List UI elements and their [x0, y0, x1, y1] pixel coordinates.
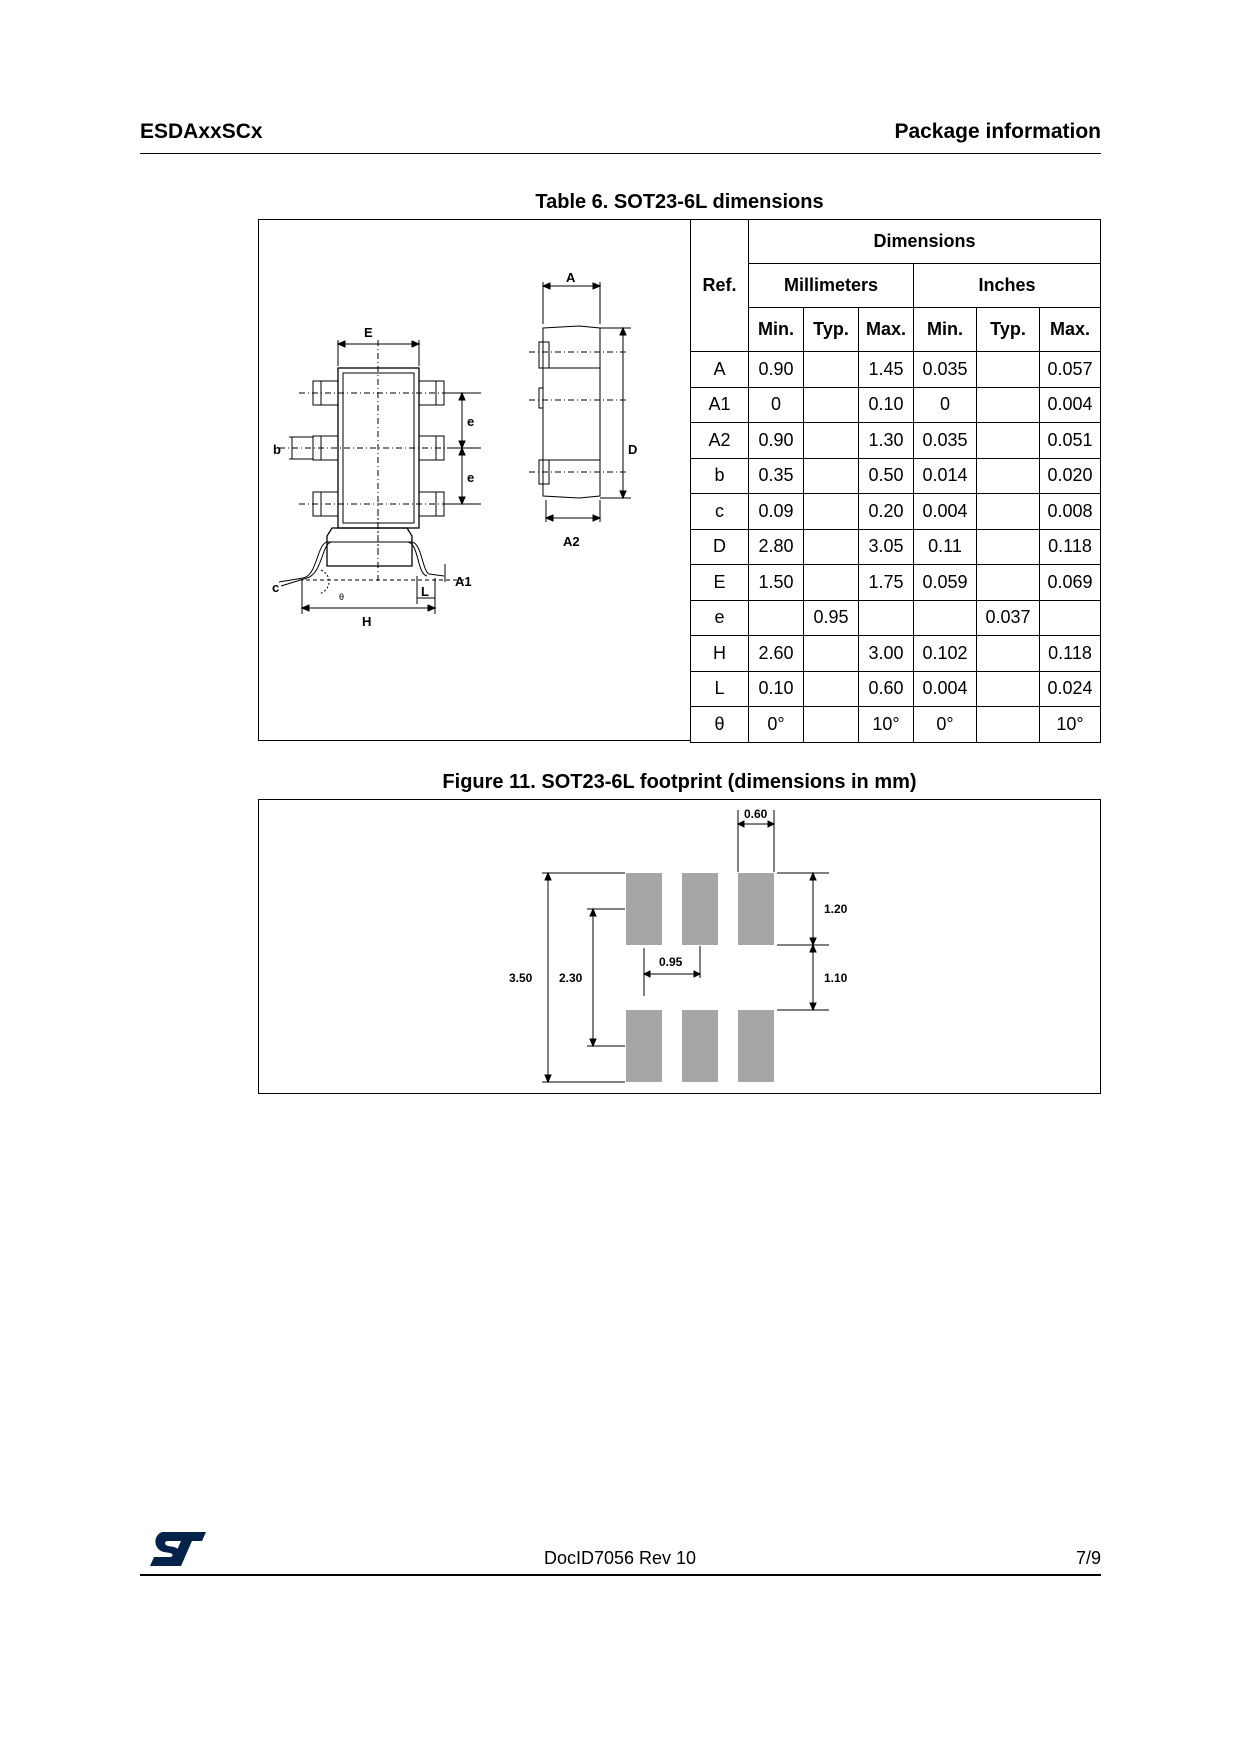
cell: 3.05 [859, 529, 914, 565]
cell [804, 387, 859, 423]
cell-ref: H [691, 636, 749, 672]
cell [804, 458, 859, 494]
header-millimeters: Millimeters [749, 264, 914, 308]
header-dimensions: Dimensions [749, 220, 1101, 264]
cell [804, 671, 859, 707]
cell: 0.059 [914, 565, 977, 601]
label-A1: A1 [455, 574, 472, 589]
cell: 0.008 [1040, 494, 1101, 530]
cell-ref: D [691, 529, 749, 565]
cell [977, 529, 1040, 565]
cell: 0.50 [859, 458, 914, 494]
cell: 0.035 [914, 352, 977, 388]
cell [859, 600, 914, 636]
label-H: H [362, 614, 372, 629]
header-mm-max: Max. [859, 308, 914, 352]
cell: 0° [914, 707, 977, 743]
cell: 2.60 [749, 636, 804, 672]
cell: 0.035 [914, 423, 977, 459]
cell [804, 529, 859, 565]
header-inches: Inches [914, 264, 1101, 308]
table-row [691, 529, 1101, 565]
cell [977, 387, 1040, 423]
cell: 10° [1040, 707, 1101, 743]
doc-id: DocID7056 Rev 10 [543, 1548, 697, 1568]
cell: 1.45 [859, 352, 914, 388]
cell: 0.057 [1040, 352, 1101, 388]
cell [749, 600, 804, 636]
table-row [691, 458, 1101, 494]
cell-ref: b [691, 458, 749, 494]
label-theta: θ [339, 592, 345, 602]
table-header-row [691, 308, 1101, 352]
header-mm-min: Min. [749, 308, 804, 352]
table-row [691, 671, 1101, 707]
cell: 0.118 [1040, 529, 1101, 565]
cell: 0° [749, 707, 804, 743]
cell: 0.051 [1040, 423, 1101, 459]
cell [977, 636, 1040, 672]
cell: 0.102 [914, 636, 977, 672]
cell [804, 352, 859, 388]
label-D: D [628, 442, 638, 457]
cell: 0.10 [749, 671, 804, 707]
table-row [691, 565, 1101, 601]
cell [977, 707, 1040, 743]
cell [1040, 600, 1101, 636]
cell: 0.020 [1040, 458, 1101, 494]
cell: 0.09 [749, 494, 804, 530]
cell [977, 423, 1040, 459]
cell-ref: E [691, 565, 749, 601]
footprint-label-gap: 1.10 [824, 971, 848, 985]
cell-ref: L [691, 671, 749, 707]
cell: 0.004 [914, 671, 977, 707]
header-in-min: Min. [914, 308, 977, 352]
table-row [691, 600, 1101, 636]
table-row [691, 494, 1101, 530]
cell [804, 494, 859, 530]
label-L: L [421, 584, 429, 599]
cell: 0 [914, 387, 977, 423]
cell: 0.90 [749, 423, 804, 459]
cell: 2.80 [749, 529, 804, 565]
table-caption: Table 6. SOT23-6L dimensions [535, 191, 824, 213]
page-number: 7/9 [1075, 1548, 1101, 1568]
header-in-max: Max. [1040, 308, 1101, 352]
cell-ref: e [691, 600, 749, 636]
cell [914, 600, 977, 636]
footprint-svg [259, 800, 1100, 1093]
label-c: c [272, 580, 280, 595]
footprint-label-pitch: 0.95 [659, 955, 683, 969]
footprint-label-inner: 2.30 [559, 971, 583, 985]
cell: 0.90 [749, 352, 804, 388]
footer-rule [140, 1574, 1101, 1576]
label-E: E [364, 325, 373, 340]
table-header-row [691, 220, 1101, 264]
cell-ref: A1 [691, 387, 749, 423]
dimensions-table [690, 219, 1101, 743]
doc-product-name: ESDAxxSCx [140, 120, 263, 143]
cell: 0.118 [1040, 636, 1101, 672]
package-drawing [258, 219, 691, 741]
table-row [691, 423, 1101, 459]
label-A2: A2 [563, 534, 580, 549]
cell [804, 565, 859, 601]
header-rule [140, 153, 1101, 154]
table-row [691, 707, 1101, 743]
header-ref: Ref. [691, 220, 749, 352]
label-A: A [566, 270, 576, 285]
cell: 0.037 [977, 600, 1040, 636]
cell-ref: A [691, 352, 749, 388]
cell: 10° [859, 707, 914, 743]
package-outline-svg [259, 220, 690, 740]
cell: 3.00 [859, 636, 914, 672]
label-e-2: e [467, 470, 475, 485]
cell-ref: A2 [691, 423, 749, 459]
table-row [691, 352, 1101, 388]
cell: 0.35 [749, 458, 804, 494]
figure-caption: Figure 11. SOT23-6L footprint (dimensions in mm) [442, 771, 917, 793]
label-b: b [273, 442, 281, 457]
table-row [691, 636, 1101, 672]
cell: 0.014 [914, 458, 977, 494]
table-row [691, 387, 1101, 423]
cell [804, 707, 859, 743]
cell [804, 636, 859, 672]
cell-ref: θ [691, 707, 749, 743]
cell [977, 671, 1040, 707]
cell-ref: c [691, 494, 749, 530]
header-in-typ: Typ. [977, 308, 1040, 352]
footprint-label-width: 0.60 [744, 807, 768, 821]
table-header-row [691, 264, 1101, 308]
cell: 1.50 [749, 565, 804, 601]
footprint-label-pad-length: 1.20 [824, 902, 848, 916]
cell: 0.10 [859, 387, 914, 423]
cell [977, 494, 1040, 530]
header-mm-typ: Typ. [804, 308, 859, 352]
cell: 0.004 [1040, 387, 1101, 423]
cell: 0.20 [859, 494, 914, 530]
cell [977, 458, 1040, 494]
label-e-1: e [467, 414, 475, 429]
cell: 0.069 [1040, 565, 1101, 601]
cell: 1.75 [859, 565, 914, 601]
cell [804, 423, 859, 459]
cell: 0.60 [859, 671, 914, 707]
cell: 0.95 [804, 600, 859, 636]
cell: 0.004 [914, 494, 977, 530]
section-title: Package information [894, 120, 1101, 143]
cell [977, 352, 1040, 388]
cell: 0 [749, 387, 804, 423]
cell: 0.11 [914, 529, 977, 565]
cell [977, 565, 1040, 601]
footprint-figure [258, 799, 1101, 1094]
cell: 0.024 [1040, 671, 1101, 707]
footprint-label-outer: 3.50 [509, 971, 533, 985]
cell: 1.30 [859, 423, 914, 459]
